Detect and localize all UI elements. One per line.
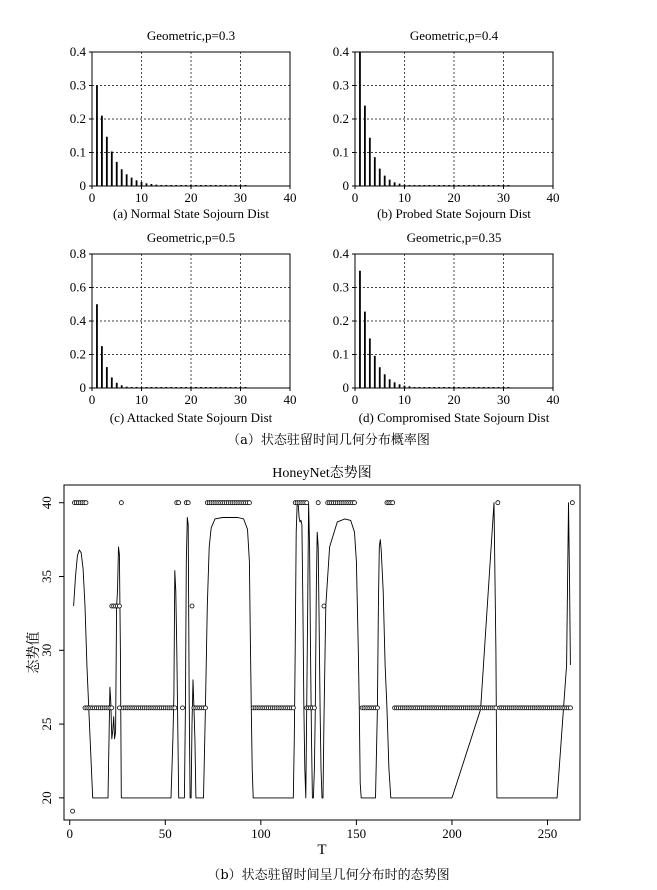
bar — [106, 137, 108, 186]
situation-point — [173, 706, 177, 710]
subplot-caption: (c) Attacked State Sojourn Dist — [109, 410, 273, 425]
x-tick-label: 30 — [497, 190, 510, 205]
situation-point — [71, 809, 75, 813]
y-tick-label: 0.3 — [332, 77, 349, 93]
bar — [101, 116, 103, 186]
y-tick-label: 0.4 — [69, 313, 86, 328]
x-tick-label: 0 — [88, 190, 96, 205]
x-tick-label: 0 — [88, 392, 96, 407]
situation-point — [117, 706, 121, 710]
bar — [394, 382, 396, 388]
bar — [116, 383, 118, 388]
x-tick-label: 20 — [447, 392, 461, 407]
x-tick-label: 100 — [251, 826, 271, 841]
caption-part-b: （b）状态驻留时间呈几何分布时的态势图 — [207, 868, 450, 883]
x-tick-label: 40 — [283, 190, 297, 205]
situation-point — [352, 501, 356, 505]
bar — [384, 176, 386, 186]
x-tick-label: 40 — [546, 392, 560, 407]
bar — [369, 338, 371, 388]
y-tick-label: 25 — [39, 717, 54, 731]
situation-line — [74, 503, 571, 798]
sojourn-chart-3 — [70, 230, 297, 425]
bar — [141, 182, 143, 186]
bar — [364, 106, 366, 186]
bar — [116, 162, 118, 186]
bar — [389, 379, 391, 388]
x-tick-label: 20 — [184, 190, 198, 205]
situation-point — [247, 501, 251, 505]
x-tick-label: 20 — [184, 392, 198, 407]
chart-title: Geometric,p=0.35 — [406, 230, 502, 245]
bar — [101, 346, 103, 388]
situation-point — [190, 604, 194, 608]
chart-title: Geometric,p=0.4 — [409, 28, 499, 43]
x-tick-label: 200 — [442, 826, 462, 841]
y-tick-label: 0.2 — [69, 111, 86, 126]
bar — [364, 312, 366, 388]
situation-point — [203, 706, 207, 710]
situation-point — [316, 501, 320, 505]
x-tick-label: 150 — [346, 826, 367, 841]
y-tick-label: 30 — [39, 643, 54, 657]
x-tick-label: 30 — [234, 392, 247, 407]
chart-title: Geometric,p=0.5 — [146, 230, 236, 245]
x-tick-label: 20 — [447, 190, 461, 205]
y-tick-label: 40 — [39, 496, 54, 510]
sojourn-chart-1 — [70, 28, 297, 221]
bar — [399, 384, 401, 388]
y-tick-label: 0.6 — [69, 279, 86, 295]
subplot-caption: (b) Probed State Sojourn Dist — [377, 206, 531, 221]
x-tick-label: 10 — [135, 190, 148, 205]
y-tick-label: 0.4 — [69, 44, 86, 59]
x-tick-label: 10 — [398, 392, 411, 407]
y-tick-label: 0.4 — [332, 44, 349, 59]
situation-point — [570, 501, 574, 505]
caption-part-a: （a）状态驻留时间几何分布概率图 — [227, 433, 430, 448]
situation-point — [305, 501, 309, 505]
y-tick-label: 0.1 — [332, 346, 349, 362]
y-tick-label: 0 — [79, 380, 86, 395]
bar — [374, 157, 376, 186]
x-tick-label: 30 — [234, 190, 247, 205]
situation-point — [186, 501, 190, 505]
x-tick-label: 40 — [546, 190, 560, 205]
bar — [96, 304, 98, 388]
y-tick-label: 0.4 — [332, 246, 349, 261]
situation-point — [568, 706, 572, 710]
sojourn-chart-4 — [333, 230, 560, 425]
bar — [359, 271, 361, 388]
bar — [131, 178, 133, 186]
situation-point — [117, 604, 121, 608]
situation-point — [494, 706, 498, 710]
bar — [106, 367, 108, 388]
bar — [136, 180, 138, 186]
y-tick-label: 0.2 — [69, 346, 86, 362]
sojourn-chart-2 — [333, 28, 560, 221]
bar — [374, 356, 376, 388]
situation-point — [496, 501, 500, 505]
subplot-caption: (a) Normal State Sojourn Dist — [113, 206, 269, 221]
y-tick-label: 0.3 — [332, 279, 349, 295]
x-tick-label: 50 — [158, 826, 172, 841]
situation-point — [177, 501, 181, 505]
y-tick-label: 0.1 — [69, 144, 86, 160]
x-tick-label: 10 — [398, 190, 411, 205]
chart-title: HoneyNet态势图 — [272, 466, 372, 481]
bar — [111, 377, 113, 388]
plot-frame — [64, 485, 580, 820]
situation-point — [322, 604, 326, 608]
x-tick-label: 250 — [537, 826, 558, 841]
chart-title: Geometric,p=0.3 — [146, 28, 236, 43]
y-axis-label: 态势值 — [26, 631, 42, 674]
y-tick-label: 0.8 — [69, 246, 86, 261]
honeynet-chart — [25, 464, 580, 858]
x-axis-label: T — [317, 842, 327, 858]
situation-point — [312, 706, 316, 710]
bar — [394, 182, 396, 186]
situation-point — [119, 501, 123, 505]
y-tick-label: 0 — [342, 178, 349, 193]
subplot-caption: (d) Compromised State Sojourn Dist — [358, 410, 550, 425]
x-tick-label: 0 — [351, 190, 359, 205]
x-tick-label: 40 — [283, 392, 297, 407]
bar — [389, 180, 391, 186]
bar — [126, 174, 128, 186]
x-tick-label: 30 — [497, 392, 510, 407]
bar — [359, 52, 361, 186]
situation-point — [84, 501, 88, 505]
x-tick-label: 0 — [66, 826, 73, 841]
y-tick-label: 0 — [342, 380, 349, 395]
bar — [379, 169, 381, 186]
bar — [111, 151, 113, 186]
bar — [384, 374, 386, 388]
y-tick-label: 20 — [39, 791, 54, 805]
y-tick-label: 0 — [79, 178, 86, 193]
bar — [369, 138, 371, 186]
situation-point — [180, 706, 184, 710]
y-tick-label: 0.1 — [332, 144, 349, 160]
x-tick-label: 0 — [351, 392, 359, 407]
situation-point — [391, 501, 395, 505]
bar — [121, 169, 123, 186]
y-tick-label: 0.3 — [69, 77, 86, 93]
y-tick-label: 35 — [39, 569, 54, 583]
situation-point — [291, 706, 295, 710]
bar — [379, 367, 381, 388]
situation-point — [375, 706, 379, 710]
y-tick-label: 0.2 — [332, 111, 349, 126]
y-tick-label: 0.2 — [332, 313, 349, 328]
situation-point — [110, 706, 114, 710]
bar — [96, 86, 98, 187]
x-tick-label: 10 — [135, 392, 148, 407]
